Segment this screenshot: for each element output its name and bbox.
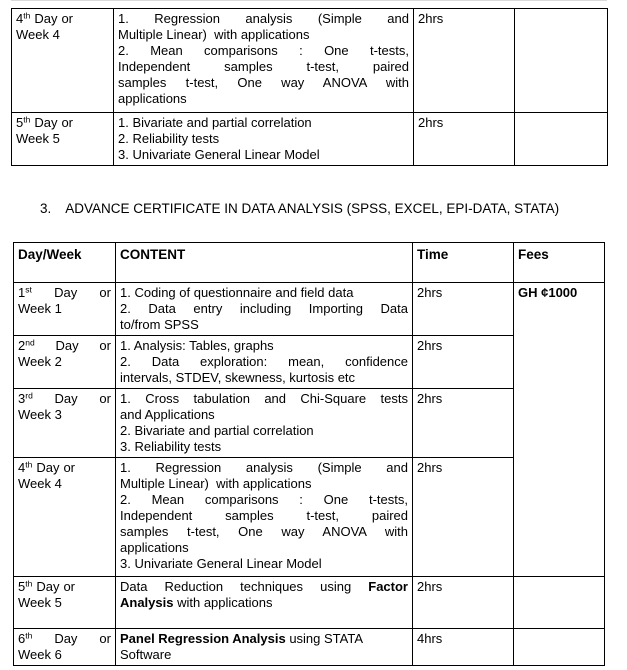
content-cell <box>116 458 413 577</box>
content-line: 1. Regression analysis (Simple and <box>120 460 408 475</box>
day-line-1: 2nd Day or <box>18 337 111 353</box>
ordinal-suffix: rd <box>25 390 33 401</box>
day-line-2: Week 5 <box>18 595 62 610</box>
day-line-1: 4th Day or <box>18 459 76 475</box>
table-row <box>14 577 605 629</box>
fees-cell <box>515 9 608 113</box>
content-line: Multiple Linear) with applications <box>118 27 310 42</box>
cropped-table-edge <box>11 0 607 1</box>
content-line: applications <box>118 91 187 106</box>
day-line-2: Week 4 <box>16 27 60 42</box>
content-line: 2. Mean comparisons : One t-tests, <box>118 43 409 58</box>
content-line: 2. Bivariate and partial correlation <box>120 423 314 438</box>
content-line: 2. Mean comparisons : One t-tests, <box>120 492 408 507</box>
fees-value: GH ¢1000 <box>518 285 578 300</box>
ordinal-suffix: th <box>25 630 33 641</box>
course-table-1 <box>11 8 608 166</box>
content-line: and Applications <box>120 407 215 422</box>
time-cell: 2hrs <box>413 577 514 629</box>
fees-cell <box>514 629 605 666</box>
col-header-time: Time <box>413 243 514 283</box>
content-line: intervals, STDEV, skewness, kurtosis etc <box>120 370 356 385</box>
content-line: samples t-test, One way ANOVA with <box>118 75 409 90</box>
content-line: to/from SPSS <box>120 317 199 332</box>
ordinal-suffix: th <box>25 459 33 470</box>
section-title-text: ADVANCE CERTIFICATE IN DATA ANALYSIS (SPSS, EXCEL, EPI-DATA, STATA) <box>65 201 560 216</box>
time-cell: 2hrs <box>413 389 514 458</box>
time-cell: 2hrs <box>414 9 515 113</box>
day-line-2: Week 6 <box>18 647 62 662</box>
day-cell <box>12 113 114 166</box>
content-line: 2. Reliability tests <box>118 131 220 146</box>
fees-cell <box>515 113 608 166</box>
time-cell: 2hrs <box>413 336 514 389</box>
day-cell <box>14 458 116 577</box>
content-line: Software <box>120 647 172 662</box>
content-line: 3. Univariate General Linear Model <box>120 556 322 571</box>
day-line-1: 3rd Day or <box>18 390 111 406</box>
bold-text: Panel Regression Analysis <box>120 631 286 646</box>
day-line-2: Week 1 <box>18 301 62 316</box>
day-cell <box>12 9 114 113</box>
ordinal-suffix: st <box>25 284 32 295</box>
bold-text: Factor <box>368 579 408 594</box>
time-cell: 2hrs <box>413 283 514 336</box>
content-line: 2. Data exploration: mean, confidence <box>120 354 408 369</box>
content-line: 1. Cross tabulation and Chi-Square tests <box>120 391 408 406</box>
time-cell: 4hrs <box>413 629 514 666</box>
content-line: applications <box>120 540 189 555</box>
content-line: 3. Univariate General Linear Model <box>118 147 320 162</box>
section-title <box>40 201 559 216</box>
content-line: 1. Bivariate and partial correlation <box>118 115 312 130</box>
content-line: 3. Reliability tests <box>120 439 222 454</box>
table-row <box>12 113 608 166</box>
content-line: Analysis with applications <box>120 595 273 610</box>
day-cell <box>14 336 116 389</box>
content-line: Independent samples t-test, paired <box>118 59 409 74</box>
content-line: 2. Data entry including Importing Data <box>120 301 408 316</box>
col-header-day-week: Day/Week <box>14 243 116 283</box>
day-line-1: 6th Day or <box>18 630 111 646</box>
day-line-2: Week 4 <box>18 476 62 491</box>
content-line: Data Reduction techniques using Factor <box>120 579 408 594</box>
day-line-1: 5th Day or <box>16 114 74 130</box>
day-cell <box>14 283 116 336</box>
table-row <box>12 9 608 113</box>
table-row <box>14 629 605 666</box>
content-line: samples t-test, One way ANOVA with <box>120 524 408 539</box>
day-cell <box>14 389 116 458</box>
content-line: 1. Regression analysis (Simple and <box>118 11 409 26</box>
day-line-2: Week 3 <box>18 407 62 422</box>
content-line: Independent samples t-test, paired <box>120 508 408 523</box>
day-cell <box>14 577 116 629</box>
ordinal-suffix: th <box>23 10 31 21</box>
fees-cell <box>514 577 605 629</box>
time-cell: 2hrs <box>413 458 514 577</box>
course-table-2 <box>13 242 605 666</box>
content-cell <box>116 389 413 458</box>
content-line: Panel Regression Analysis using STATA <box>120 631 364 646</box>
ordinal-suffix: th <box>23 114 31 125</box>
content-cell <box>116 283 413 336</box>
time-cell: 2hrs <box>414 113 515 166</box>
col-header-content: CONTENT <box>116 243 413 283</box>
day-line-1: 5th Day or <box>18 578 76 594</box>
day-line-2: Week 2 <box>18 354 62 369</box>
content-cell <box>114 113 414 166</box>
content-cell <box>116 629 413 666</box>
fees-cell-merged <box>514 283 605 577</box>
bold-text: Analysis <box>120 595 174 610</box>
section-number: 3. <box>40 201 52 216</box>
day-line-2: Week 5 <box>16 131 60 146</box>
content-cell <box>116 577 413 629</box>
day-line-1: 1st Day or <box>18 284 111 300</box>
content-cell <box>116 336 413 389</box>
content-cell <box>114 9 414 113</box>
content-line: 1. Coding of questionnaire and field data <box>120 285 354 300</box>
table-row <box>14 283 605 336</box>
day-line-1: 4th Day or <box>16 10 74 26</box>
header-row <box>14 243 605 283</box>
day-cell <box>14 629 116 666</box>
ordinal-suffix: nd <box>25 337 35 348</box>
col-header-fees: Fees <box>514 243 605 283</box>
content-line: 1. Analysis: Tables, graphs <box>120 338 274 353</box>
content-line: Multiple Linear) with applications <box>120 476 312 491</box>
ordinal-suffix: th <box>25 578 33 589</box>
